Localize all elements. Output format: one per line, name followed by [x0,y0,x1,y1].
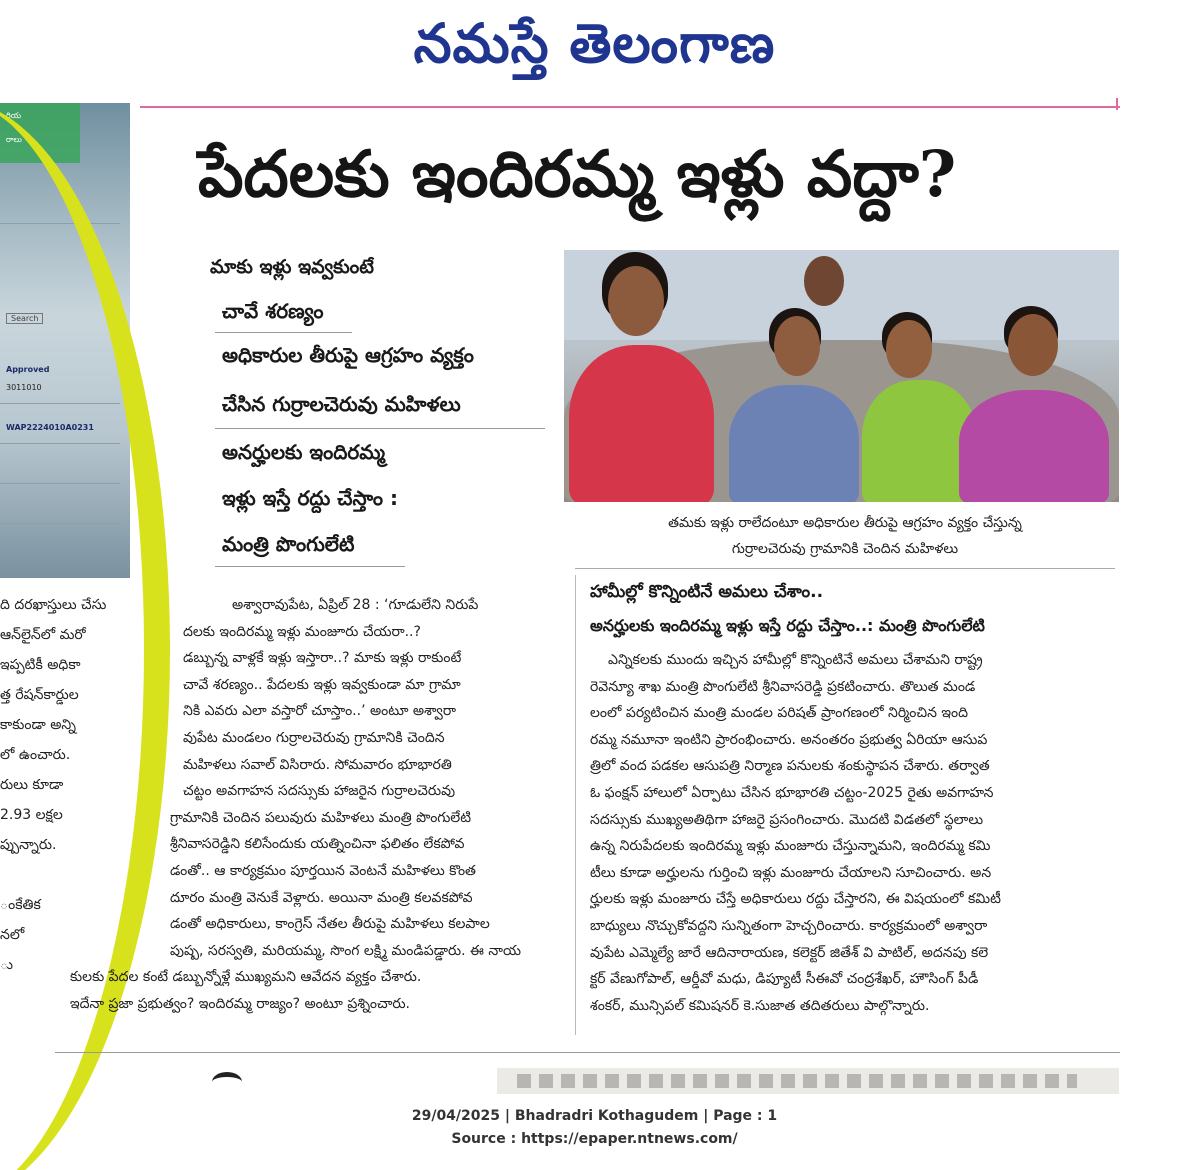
body-line: చావే శరణ్యం.. పేదలకు ఇళ్లు ఇవ్వకుండా మా గ్రామా [183,676,461,693]
photo-woman-face [774,316,820,376]
body-line: ర్హులకు ఇళ్లు మంజూరు చేస్తే అధికారులు రద్దు చేస్తారని, ఈ విషయంలో కమిటీ [590,891,1001,908]
left-column-line: కాకుండా అన్ని [0,717,77,733]
footer-date-edition: 29/04/2025 | Bhadradri Kothagudem | Page : 1 [411,1108,778,1124]
body-line: బాధ్యులు నొచ్చుకోవద్దని సున్నితంగా హెచ్చరించారు. కార్యక్రమంలో అశ్వారా [590,917,988,934]
left-column-line: ఆన్‌లైన్‌లో మరో [0,627,86,643]
left-column-line: రులు కూడా [0,777,64,793]
deck-line: చేసిన గుర్రాలచెరువు మహిళలు [222,392,461,416]
body-line: కులకు పేదల కంటే డబ్బున్నోళ్లే ముఖ్యమని ఆవేదన వ్యక్తం చేశారు. [70,969,422,986]
photo-man-face [804,256,844,306]
left-column-line: నలో [0,927,25,943]
left-column-line: ఇప్పటికీ అధికా [0,657,81,673]
photo-woman-saree-red [569,345,714,502]
body-line: టీలు కూడా అర్హులను గుర్తించి ఇళ్లు మంజూరు చేయాలని సూచించారు. అన [590,864,992,881]
photo-woman-face [1008,314,1058,376]
subhead: హామీల్లో కొన్నింటినే అమలు చేశాం.. [590,582,824,602]
next-article-partial-headline [497,1068,1119,1094]
photo-woman-saree-purple [959,390,1109,502]
article-headline: పేదలకు ఇందిరమ్మ ఇళ్లు వద్దా? [198,137,957,212]
bottom-rule [55,1052,1120,1053]
left-column-line: ంకేతిక [0,897,41,913]
body-line: డంతో.. ఆ కార్యక్రమం పూర్తయిన వెంటనే మహిళలు కొంత [170,862,476,879]
body-line: గ్రామానికి చెందిన పలువురు మహిళలు మంత్రి పొంగులేటి [170,809,472,826]
left-column-line: లో ఉంచారు. [0,747,71,763]
deck-line: ఇళ్లు ఇస్తే రద్దు చేస్తాం : [222,486,399,510]
body-line: దూరం మంత్రి వెనుకే వెళ్లారు. అయినా మంత్రి కలవకపోవ [170,889,473,906]
body-line: సదస్సుకు ముఖ్యఅతిథిగా హాజరై ప్రసంగించారు. మొదటి విడతలో స్థలాలు [590,811,984,828]
masthead-rule-tick [1116,98,1118,110]
deck-rule [215,332,352,333]
body-line: ఇదేనా ప్రజా ప్రభుత్వం? ఇందిరమ్మ రాజ్యం? అంటూ ప్రశ్నించారు. [70,995,410,1012]
body-line: త్రిలో వంద పడకల ఆసుపత్రి నిర్మాణ పనులకు శంకుస్థాపన చేశారు. తర్వాత [590,758,990,775]
deck-line: అధికారుల తీరుపై ఆగ్రహం వ్యక్తం [222,343,474,367]
body-line: నికి ఎవరు ఎలా వస్తారో చూస్తాం..’ అంటూ అశ్వారా [183,703,456,720]
masthead-logo: నమస్తే తెలంగాణ [413,11,776,75]
article-body-left [70,592,570,1018]
left-column-line: 2.93 లక్షల [0,807,63,823]
left-photo-text: రాలు [6,135,22,144]
deck-rule [215,428,545,429]
footer-source[interactable]: Source : https://epaper.ntnews.com/ [451,1131,738,1147]
body-line: శ్రీనివాసరెడ్డిని కలిసేందుకు యత్నించినా ఫలితం లేకపోవ [170,836,465,853]
body-line: లంలో పర్యటించిన మంత్రి మండల పరిషత్ ప్రాంగణంలో నిర్మించిన ఇంది [590,705,969,722]
deck-rule [215,566,405,567]
photo-caption-line: గుర్రాలచెరువు గ్రామానికి చెందిన మహిళలు [731,541,959,557]
body-line: రెవెన్యూ శాఖ మంత్రి పొంగులేటి శ్రీనివాసరెడ్డి ప్రకటించారు. తొలుత మండ [590,678,976,695]
left-column-line: ప్పున్నారు. [0,837,57,853]
photo-caption-line: తమకు ఇళ్లు రాలేదంటూ అధికారుల తీరుపై ఆగ్రహం వ్యక్తం చేస్తున్న [668,515,1022,531]
left-column-line: త్త రేషన్‌కార్డుల [0,687,79,703]
photo-woman-face [886,320,932,378]
body-line: మహిళలు సవాల్ విసిరారు. సోమవారం భూభారతి [183,756,452,773]
body-line: వుపేట ఎమ్మెల్యే జారే ఆదినారాయణ, కలెక్టర్ జితేశ్ వి పాటిల్, అదనపు కలె [590,944,989,961]
caption-rule [575,568,1115,569]
left-photo-text: Search [6,313,43,324]
article-photo [564,250,1119,502]
deck-line: మాకు ఇళ్లు ఇవ్వకుంటే [210,256,374,278]
body-line: ఉన్న నిరుపేదలకు ఇందిరమ్మ ఇళ్లు మంజూరు చేస్తున్నామని, ఇందిరమ్మ కమి [590,838,991,855]
left-photo-text: WAP2224010A0231 [6,423,94,432]
next-article-cut-text [517,1074,1077,1088]
deck-line: అనర్హులకు ఇందిరమ్మ [222,440,386,464]
article-body-right [590,647,1115,1019]
body-line: దలకు ఇందిరమ్మ ఇళ్లు మంజూరు చేయరా..? [183,623,421,640]
body-line: అశ్వారావుపేట, ఏప్రిల్ 28 : ‘గూడులేని నిరుపే [232,597,479,613]
deck-line: మంత్రి పొంగులేటి [222,532,355,556]
body-line: క్టర్ వేణుగోపాల్, ఆర్డీవో మధు, డిప్యూటీ సీఈవో చంద్రశేఖర్, హౌసింగ్ పీడీ [590,971,979,988]
body-line: చట్టం అవగాహన సదస్సుకు హాజరైన గుర్రాలచెరువు [183,783,456,800]
body-line: రమ్మ నమూనా ఇంటిని ప్రారంభించారు. అనంతరం ప్రభుత్వ ఏరియా ఆసుప [590,731,988,748]
deck-line: చావే శరణ్యం [222,299,324,323]
body-line: ఓ ఫంక్షన్ హాలులో ఏర్పాటు చేసిన భూభారతి చట్టం-2025 రైతు అవగాహన [590,784,994,801]
body-line: పుష్ప, సరస్వతి, మరియమ్మ, సొంగ లక్ష్మి మండిపడ్డారు. ఈ నాయ [170,942,521,959]
left-column-line: ు [0,957,13,973]
next-article-partial-glyph [212,1072,242,1092]
body-line: డంతో అధికారులు, కాంగ్రెస్ నేతల తీరుపై మహిళలు కలపాల [170,916,490,933]
left-photo-text: Approved [6,365,50,374]
left-photo-text: రియ [6,111,22,120]
photo-woman-saree-blue [729,385,859,502]
masthead-rule [140,106,1120,108]
body-line: శంకర్, మున్సిపల్ కమిషనర్ కె.సుజాత తదితరులు పాల్గొన్నారు. [590,997,930,1014]
subhead: అనర్హులకు ఇందిరమ్మ ఇళ్లు ఇస్తే రద్దు చేస్తాం..: మంత్రి పొంగులేటి [590,616,985,635]
photo-caption [575,510,1115,562]
body-line: వుపేట మండలం గుర్రాలచెరువు గ్రామానికి చెందిన [183,729,445,746]
photo-woman-face [608,266,664,336]
body-line: డబ్బున్న వాళ్లకే ఇళ్లు ఇస్తారా..? మాకు ఇళ్లు రాకుంటే [183,650,462,667]
left-column-line: ది దరఖాస్తులు చేసు [0,597,107,613]
body-line: ఎన్నికలకు ముందు ఇచ్చిన హామీల్లో కొన్నింటినే అమలు చేశామని రాష్ట్ర [608,652,983,668]
column-divider [575,575,576,1035]
left-photo-text: 3011010 [6,383,42,392]
